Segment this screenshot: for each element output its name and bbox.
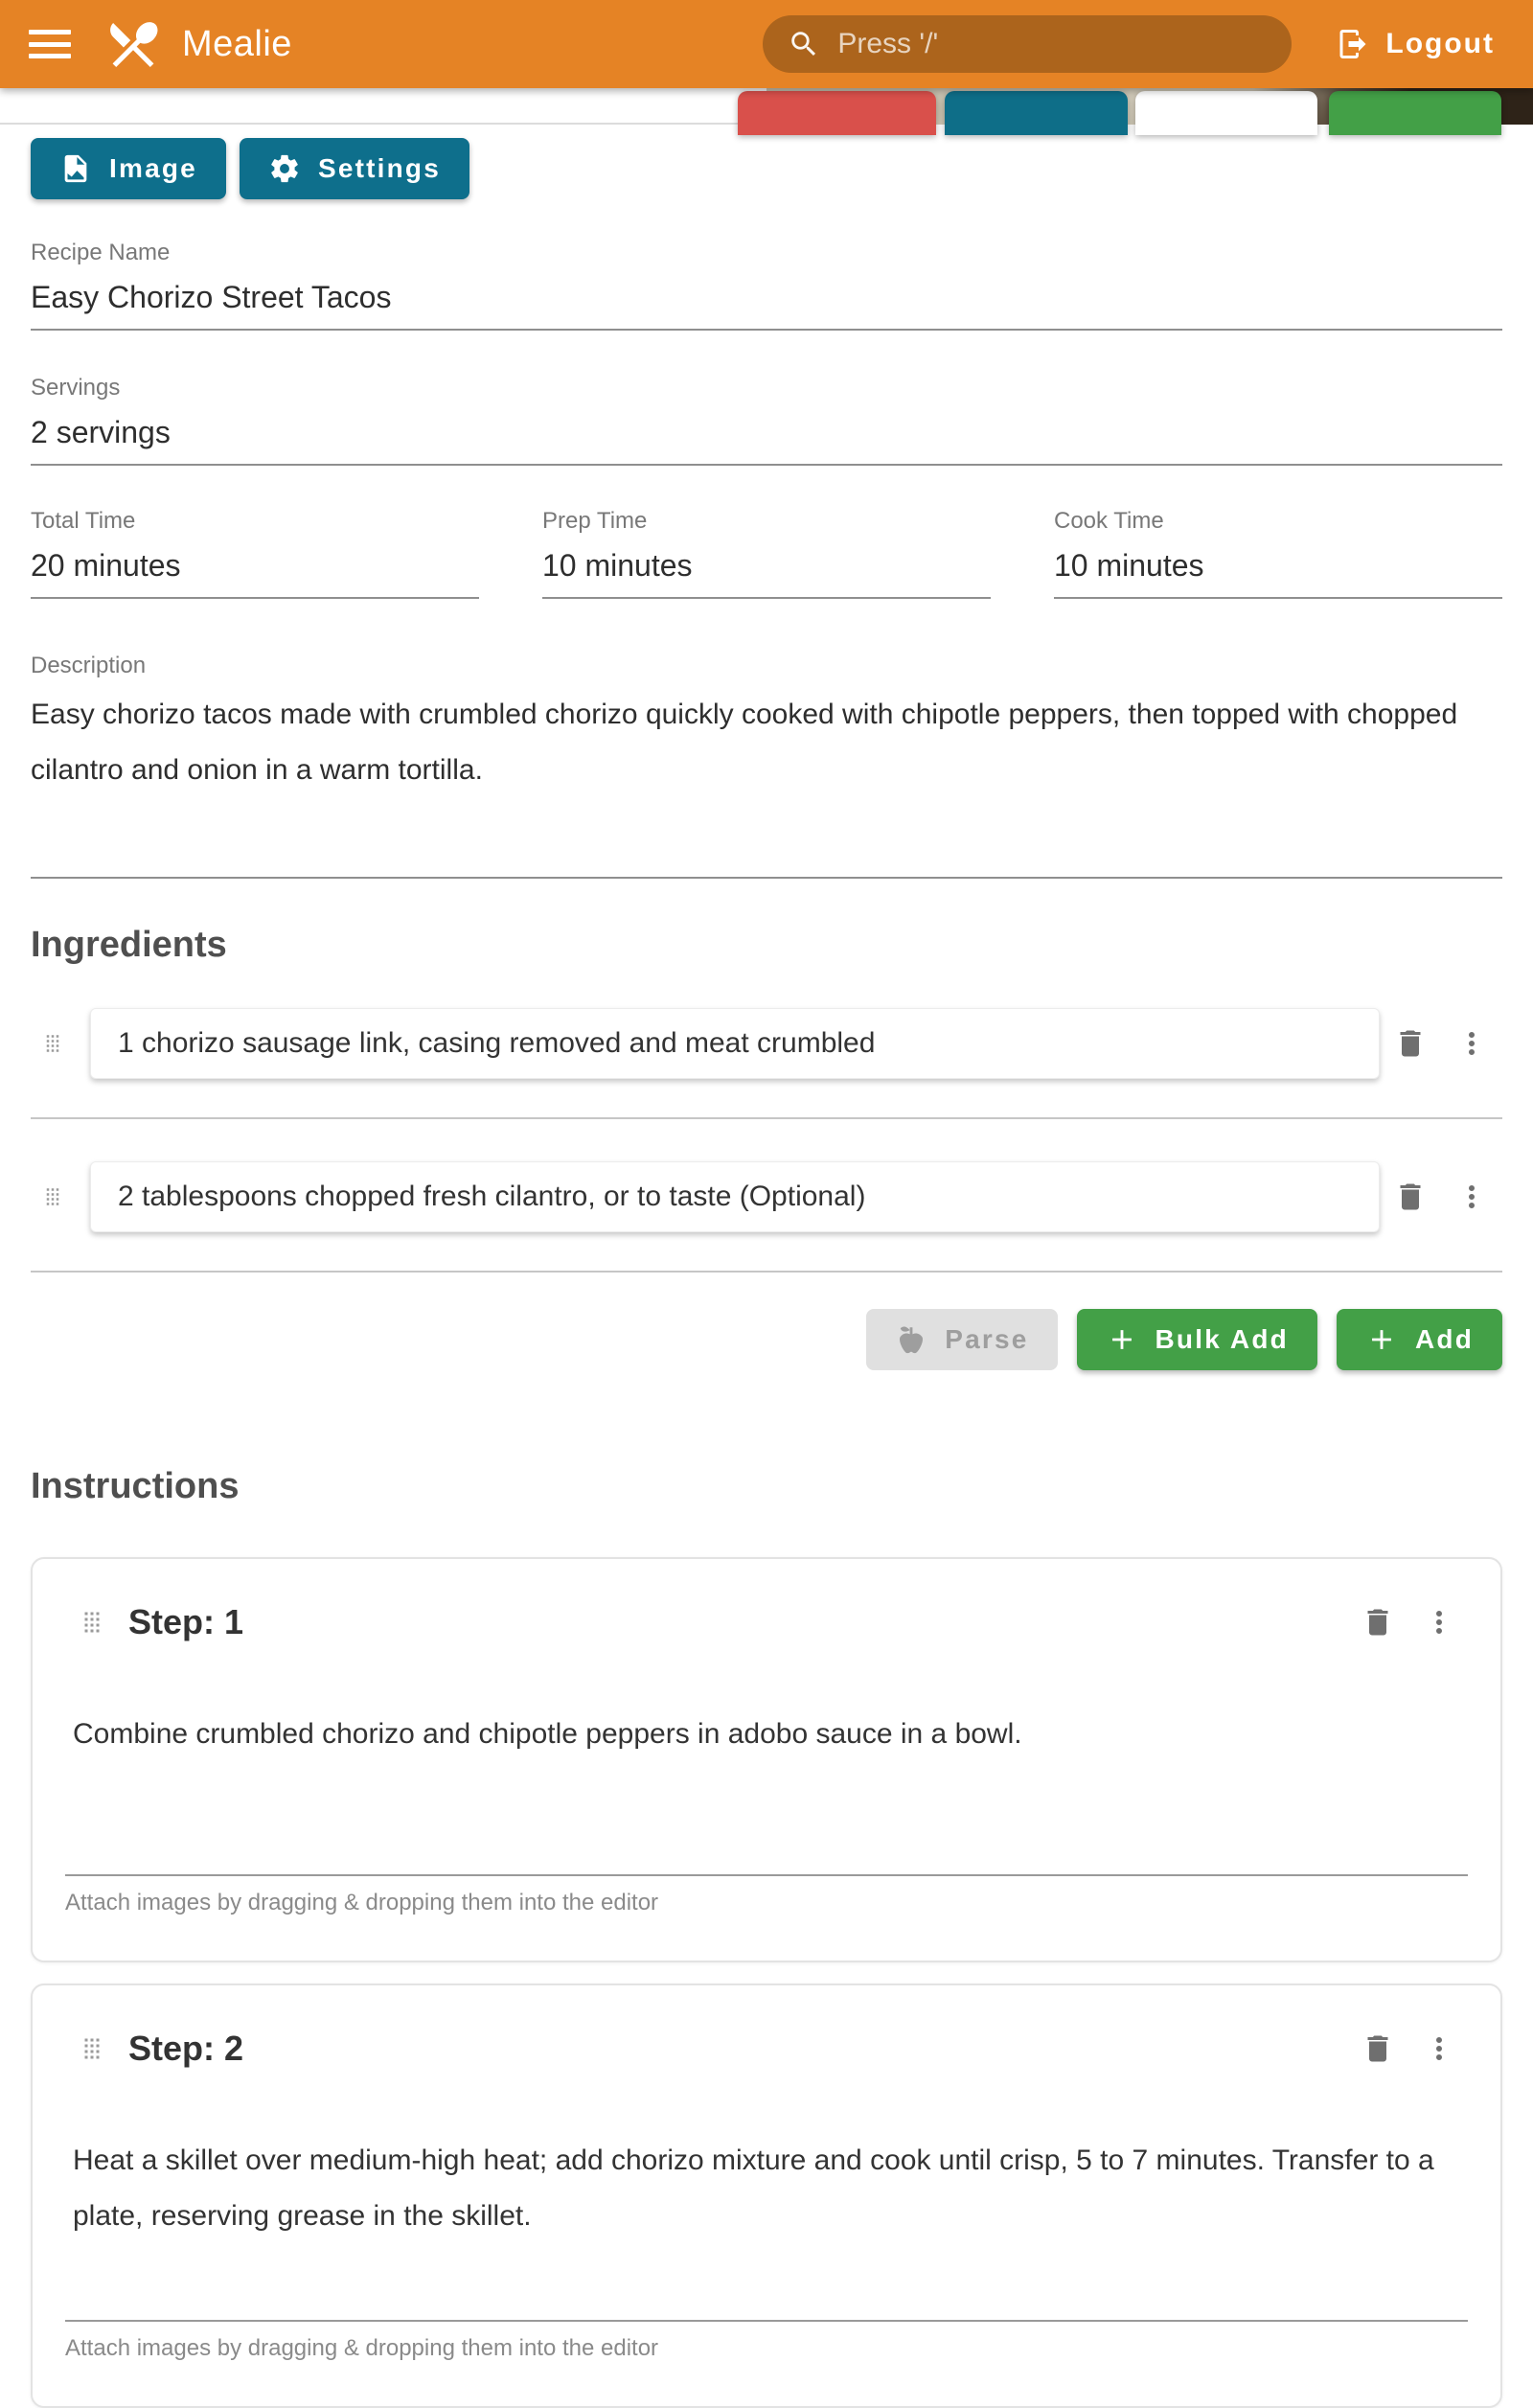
ingredient-card: [90, 1161, 1380, 1232]
servings-label: Servings: [31, 375, 121, 401]
step-header: [63, 2018, 1470, 2079]
settings-button-label: Settings: [317, 153, 441, 183]
step-title: Step: 1: [128, 1602, 244, 1641]
cook-time-label: Cook Time: [1054, 508, 1164, 534]
editor-toolbar: [31, 138, 1502, 199]
delete-step-button[interactable]: [1347, 2018, 1408, 2079]
prep-time-input[interactable]: [542, 535, 991, 599]
add-button-label: Add: [1414, 1324, 1474, 1354]
drag-handle-icon[interactable]: [38, 1027, 67, 1060]
ingredient-row: [31, 1008, 1502, 1079]
divider: [65, 1874, 1468, 1876]
kebab-menu-icon: [1422, 1605, 1456, 1640]
instruction-step-card: [31, 1557, 1502, 1962]
ingredient-input[interactable]: [118, 1181, 1352, 1213]
delete-ingredient-button[interactable]: [1380, 1013, 1441, 1074]
recipe-name-label: Recipe Name: [31, 240, 171, 265]
ingredient-menu-button[interactable]: [1441, 1166, 1502, 1227]
prep-time-label: Prep Time: [542, 508, 648, 534]
apple-icon: [895, 1323, 927, 1356]
description-textarea[interactable]: Easy chorizo tacos made with crumbled chorizo quickly cooked with chipotle peppers, then topped with chopped cilantro and onion in a warm tortilla.: [31, 687, 1502, 879]
kebab-menu-icon: [1422, 2031, 1456, 2066]
hero-action-red-button[interactable]: [738, 91, 936, 135]
plus-icon: [1106, 1323, 1138, 1356]
hero-action-green-button[interactable]: [1329, 91, 1501, 135]
drag-handle-icon[interactable]: [75, 2030, 109, 2068]
plus-icon: [1365, 1323, 1398, 1356]
times-row: [31, 508, 1502, 599]
divider: [31, 1117, 1502, 1119]
description-field: [31, 653, 1502, 879]
step-menu-button[interactable]: [1408, 1592, 1470, 1653]
attach-images-hint: Attach images by dragging & dropping them into the editor: [65, 1890, 659, 1915]
attach-images-hint: Attach images by dragging & dropping them into the editor: [65, 2335, 659, 2361]
settings-button[interactable]: [240, 138, 469, 199]
divider: [31, 1271, 1502, 1273]
add-button[interactable]: [1337, 1309, 1502, 1370]
step-text-editor[interactable]: Heat a skillet over medium-high heat; add chorizo mixture and cook until crisp, 5 to 7 minutes. Transfer to a plate, reserving grease in the skillet.: [73, 2144, 1434, 2232]
search-bar[interactable]: [763, 15, 1292, 73]
total-time-input[interactable]: [31, 535, 479, 599]
description-label: Description: [31, 653, 147, 678]
recipe-name-field: [31, 240, 1502, 331]
total-time-label: Total Time: [31, 508, 136, 534]
servings-field: [31, 375, 1502, 466]
ingredient-card: [90, 1008, 1380, 1079]
menu-icon[interactable]: [29, 30, 71, 58]
step-title: Step: 2: [128, 2029, 244, 2068]
ingredient-input[interactable]: [118, 1027, 1352, 1060]
hero-action-white-button[interactable]: [1135, 91, 1317, 135]
ingredients-heading: Ingredients: [31, 925, 227, 965]
parse-button-label: Parse: [945, 1324, 1029, 1354]
total-time-field: [31, 508, 479, 599]
divider: [65, 2320, 1468, 2322]
cook-time-field: [1054, 508, 1502, 599]
hero-strip: [0, 88, 1533, 125]
search-icon: [788, 28, 820, 60]
step-menu-button[interactable]: [1408, 2018, 1470, 2079]
drag-handle-icon[interactable]: [75, 1603, 109, 1641]
ingredient-actions: [31, 1309, 1502, 1370]
step-header: [63, 1592, 1470, 1653]
search-input[interactable]: [837, 28, 1267, 60]
step-text-editor[interactable]: Combine crumbled chorizo and chipotle peppers in adobo sauce in a bowl.: [73, 1718, 1022, 1750]
kebab-menu-icon: [1454, 1026, 1489, 1061]
instructions-heading: Instructions: [31, 1466, 240, 1506]
app-title: Mealie: [182, 23, 292, 64]
kebab-menu-icon: [1454, 1180, 1489, 1214]
trash-icon: [1361, 2031, 1395, 2066]
mealie-logo-silverware-icon: [103, 14, 163, 74]
logout-label: Logout: [1385, 28, 1495, 59]
file-image-icon: [59, 152, 92, 185]
drag-handle-icon[interactable]: [38, 1181, 67, 1213]
trash-icon: [1361, 1605, 1395, 1640]
image-button[interactable]: [31, 138, 226, 199]
hero-action-teal-button[interactable]: [945, 91, 1128, 135]
trash-icon: [1393, 1180, 1428, 1214]
gear-icon: [268, 152, 301, 185]
prep-time-field: [542, 508, 991, 599]
instruction-step-card: [31, 1984, 1502, 2408]
ingredient-row: [31, 1161, 1502, 1232]
image-button-label: Image: [109, 153, 197, 183]
cook-time-input[interactable]: [1054, 535, 1502, 599]
recipe-editor: [0, 138, 1533, 2408]
delete-ingredient-button[interactable]: [1380, 1166, 1441, 1227]
ingredient-menu-button[interactable]: [1441, 1013, 1502, 1074]
trash-icon: [1393, 1026, 1428, 1061]
app-bar: [0, 0, 1533, 88]
parse-button[interactable]: [866, 1309, 1057, 1370]
delete-step-button[interactable]: [1347, 1592, 1408, 1653]
logout-icon: [1336, 27, 1370, 61]
servings-input[interactable]: [31, 401, 1502, 466]
logout-button[interactable]: [1336, 27, 1495, 61]
bulk-add-button[interactable]: [1077, 1309, 1317, 1370]
bulk-add-button-label: Bulk Add: [1155, 1324, 1289, 1354]
recipe-name-input[interactable]: [31, 266, 1502, 331]
